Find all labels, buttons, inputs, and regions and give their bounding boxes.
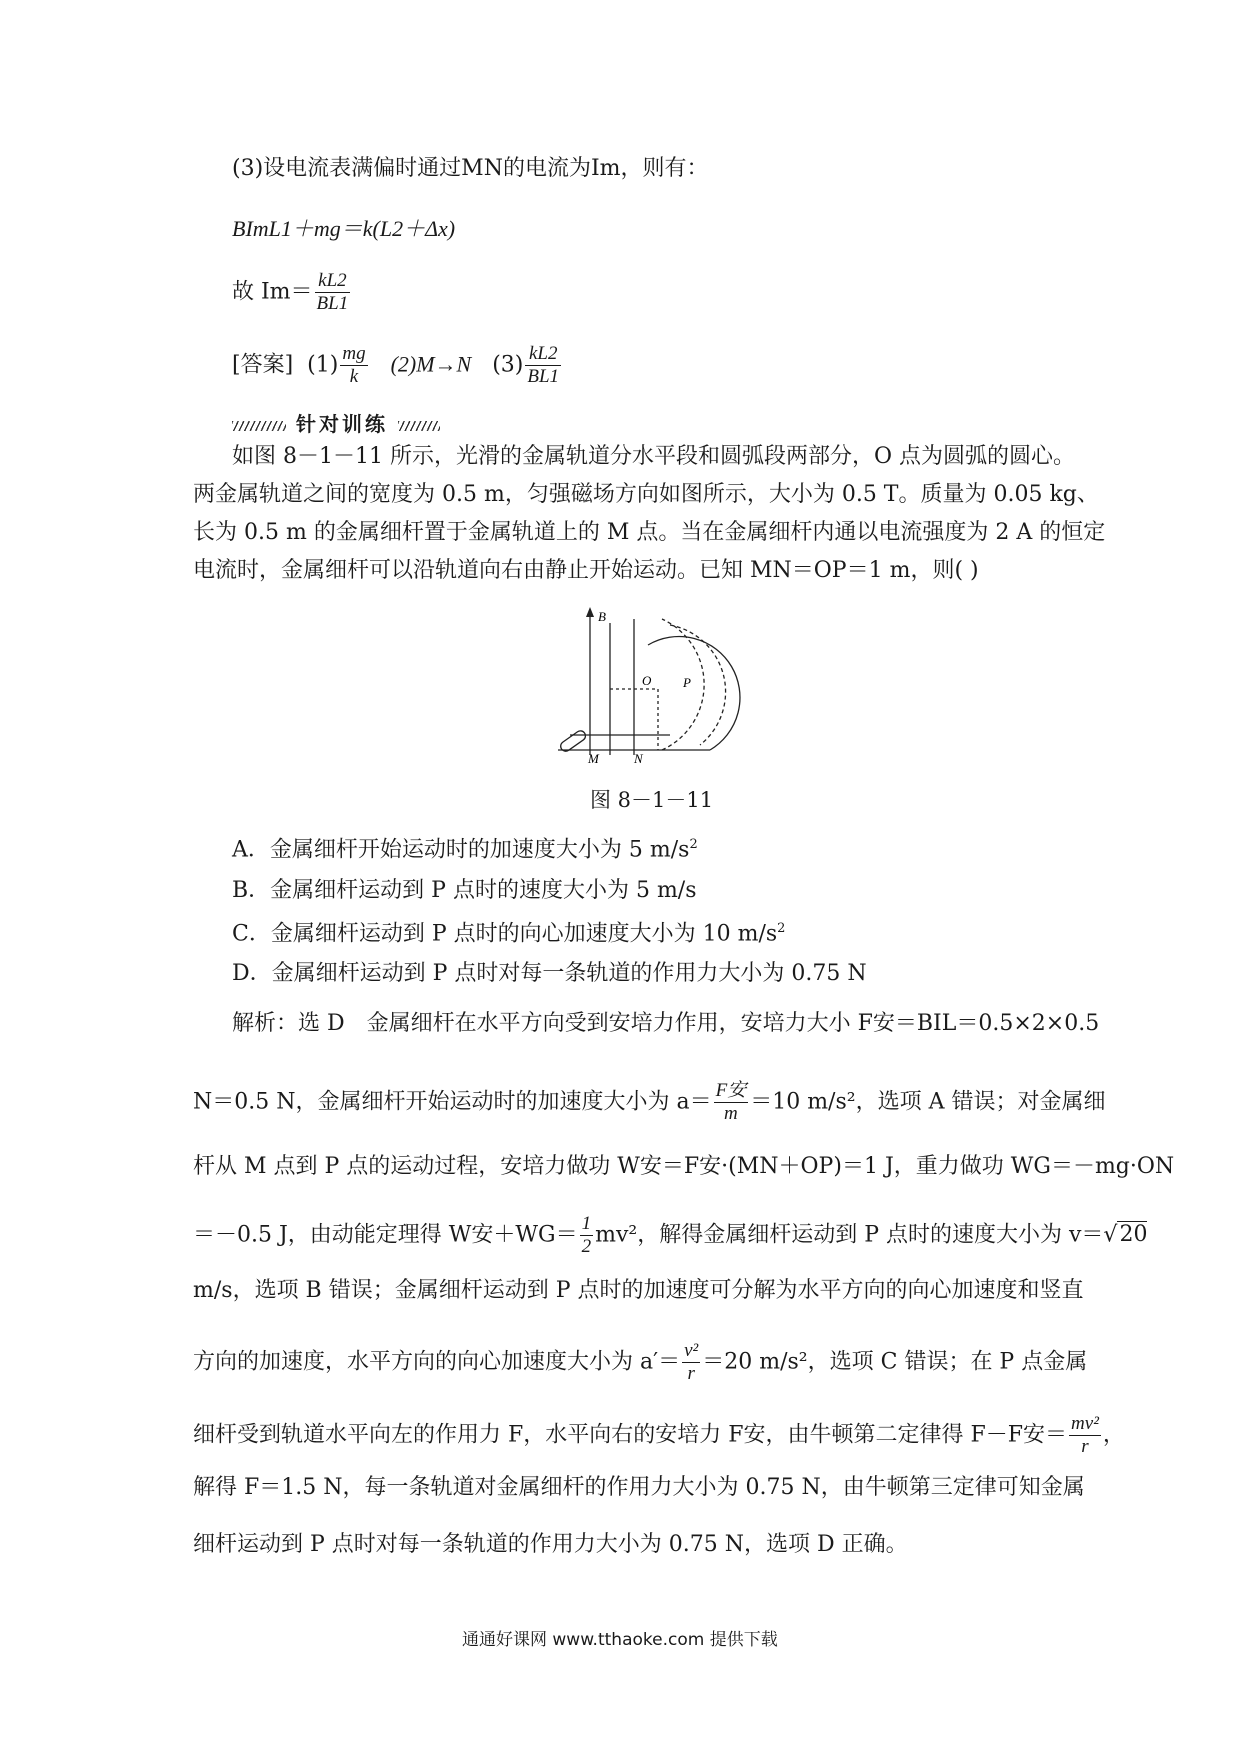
- analysis-6-fraction: [682, 1340, 700, 1385]
- analysis-7a: 细杆受到轨道水平向左的作用力 F，水平向右的安培力 F安，由牛顿第二定律得 F－F安＝: [193, 1422, 1068, 1448]
- label-P: P: [683, 675, 691, 690]
- answer-part2: (2)M→N: [390, 351, 472, 377]
- option-c-text: C．金属细杆运动到 P 点时的向心加速度大小为 10 m/s: [232, 921, 778, 947]
- analysis-4-fraction: [580, 1213, 594, 1258]
- analysis-4-num: 1: [581, 1213, 592, 1234]
- label-B: B: [598, 609, 606, 624]
- analysis-2-num: F安: [715, 1080, 747, 1101]
- label-O: O: [642, 673, 652, 688]
- solution-result: [232, 270, 352, 315]
- analysis-line-1: 解析：选 D 金属细杆在水平方向受到安培力作用，安培力大小 F安＝BIL＝0.5×2×0.5: [232, 1011, 1100, 1036]
- analysis-line-4: ＝－0.5 J，由动能定理得 W安＋WG＝ $\frac{1}{2}$ mv²，解得金属细杆运动到 P 点时的速度大小为 v＝√20: [193, 1213, 1148, 1257]
- analysis-7-fraction: [1069, 1413, 1101, 1458]
- problem-line-1: 如图 8－1－11 所示，光滑的金属轨道分水平段和圆弧段两部分，O 点为圆弧的圆心。: [232, 444, 1076, 469]
- analysis-line-7: [193, 1413, 1125, 1458]
- option-d: [232, 963, 867, 985]
- option-a-text: A．金属细杆开始运动时的加速度大小为 5 m/s: [232, 837, 690, 863]
- banner-hatch-right: [398, 421, 440, 431]
- analysis-6a: 方向的加速度，水平方向的向心加速度大小为 a′＝: [193, 1349, 681, 1375]
- analysis-2-fraction: [714, 1080, 749, 1125]
- section-title: 针对训练: [295, 412, 388, 436]
- section-banner: [232, 408, 440, 437]
- figure-caption: 图 8－1－11: [590, 788, 714, 812]
- problem-line-2: 两金属轨道之间的宽度为 0.5 m，匀强磁场方向如图所示，大小为 0.5 T。质量为 0.05 kg、: [193, 482, 1099, 507]
- solution-equation: BImL1＋mg＝k(L2＋Δx): [232, 216, 456, 241]
- analysis-line-9: 细杆运动到 P 点时对每一条轨道的作用力大小为 0.75 N，选项 D 正确。: [193, 1532, 908, 1557]
- analysis-2b: ＝10 m/s²，选项 A 错误；对金属细: [750, 1089, 1106, 1115]
- analysis-6b: ＝20 m/s²，选项 C 错误；在 P 点金属: [702, 1349, 1088, 1375]
- b-arrowhead: [586, 607, 594, 617]
- analysis-line-2: [193, 1080, 1105, 1125]
- result-fraction: [315, 270, 351, 315]
- answer-part3: (3): [492, 352, 524, 378]
- analysis-4a: ＝－0.5 J，由动能定理得 W安＋WG＝: [193, 1222, 578, 1248]
- option-c: [232, 922, 785, 945]
- option-a-sup: 2: [689, 837, 698, 852]
- answer-part3-num: kL2: [525, 343, 561, 366]
- option-d-text: D．金属细杆运动到 P 点时对每一条轨道的作用力大小为 0.75 N: [232, 961, 867, 986]
- banner-hatch-left: [232, 421, 286, 431]
- analysis-4-sqrt: 20: [1119, 1222, 1148, 1248]
- analysis-6-num: v²: [684, 1340, 699, 1361]
- analysis-line-3: 杆从 M 点到 P 点的运动过程，安培力做功 W安＝F安·(MN＋OP)＝1 J，重力做功 WG＝－mg·ON: [193, 1154, 1175, 1179]
- answer-part1-den: k: [349, 365, 359, 387]
- problem-line-4: 电流时，金属细杆可以沿轨道向右由静止开始运动。已知 MN＝OP＝1 m，则( ): [193, 558, 979, 583]
- analysis-7b: ，: [1102, 1422, 1125, 1448]
- answer-part1: (1): [307, 352, 339, 378]
- option-c-sup: 2: [777, 921, 786, 936]
- answer-part1-num: mg: [342, 343, 366, 364]
- label-N: N: [634, 751, 643, 765]
- solution-intro: (3)设电流表满偏时通过MN的电流为Im，则有：: [232, 156, 709, 181]
- answer-part1-fraction: [340, 343, 367, 388]
- answer-part3-fraction: [525, 343, 561, 388]
- analysis-line-8: 解得 F＝1.5 N，每一条轨道对金属细杆的作用力大小为 0.75 N，由牛顿第三定律可知金属: [193, 1475, 1085, 1500]
- footer-credit: 通通好课网 www.tthaoke.com 提供下载: [462, 1630, 778, 1650]
- analysis-line-5: m/s，选项 B 错误；金属细杆运动到 P 点时的加速度可分解为水平方向的向心加速度和竖直: [193, 1278, 1084, 1303]
- result-den: BL1: [316, 292, 349, 314]
- analysis-7-num: mv²: [1071, 1413, 1099, 1434]
- answer-part3-den: BL1: [527, 365, 560, 387]
- analysis-2a: N＝0.5 N，金属细杆开始运动时的加速度大小为 a＝: [193, 1089, 712, 1115]
- analysis-4-den: 2: [581, 1235, 592, 1257]
- option-b-text: B．金属细杆运动到 P 点时的速度大小为 5 m/s: [232, 878, 697, 903]
- answer-label: [答案]: [232, 352, 294, 378]
- result-num: kL2: [315, 270, 351, 293]
- option-a: [232, 838, 698, 861]
- label-M: M: [588, 751, 599, 765]
- physics-figure: [550, 605, 760, 765]
- result-prefix: 故 Im＝: [232, 279, 313, 305]
- analysis-line-6: [193, 1340, 1087, 1385]
- analysis-2-den: m: [724, 1102, 738, 1124]
- problem-line-3: 长为 0.5 m 的金属细杆置于金属轨道上的 M 点。当在金属细杆内通以电流强度为 2 A 的恒定: [193, 520, 1106, 545]
- analysis-6-den: r: [687, 1362, 695, 1384]
- analysis-4b: mv²，解得金属细杆运动到 P 点时的速度大小为 v＝: [595, 1222, 1104, 1248]
- option-b: [232, 880, 697, 902]
- answer-line: [232, 343, 563, 388]
- analysis-7-den: r: [1081, 1435, 1089, 1457]
